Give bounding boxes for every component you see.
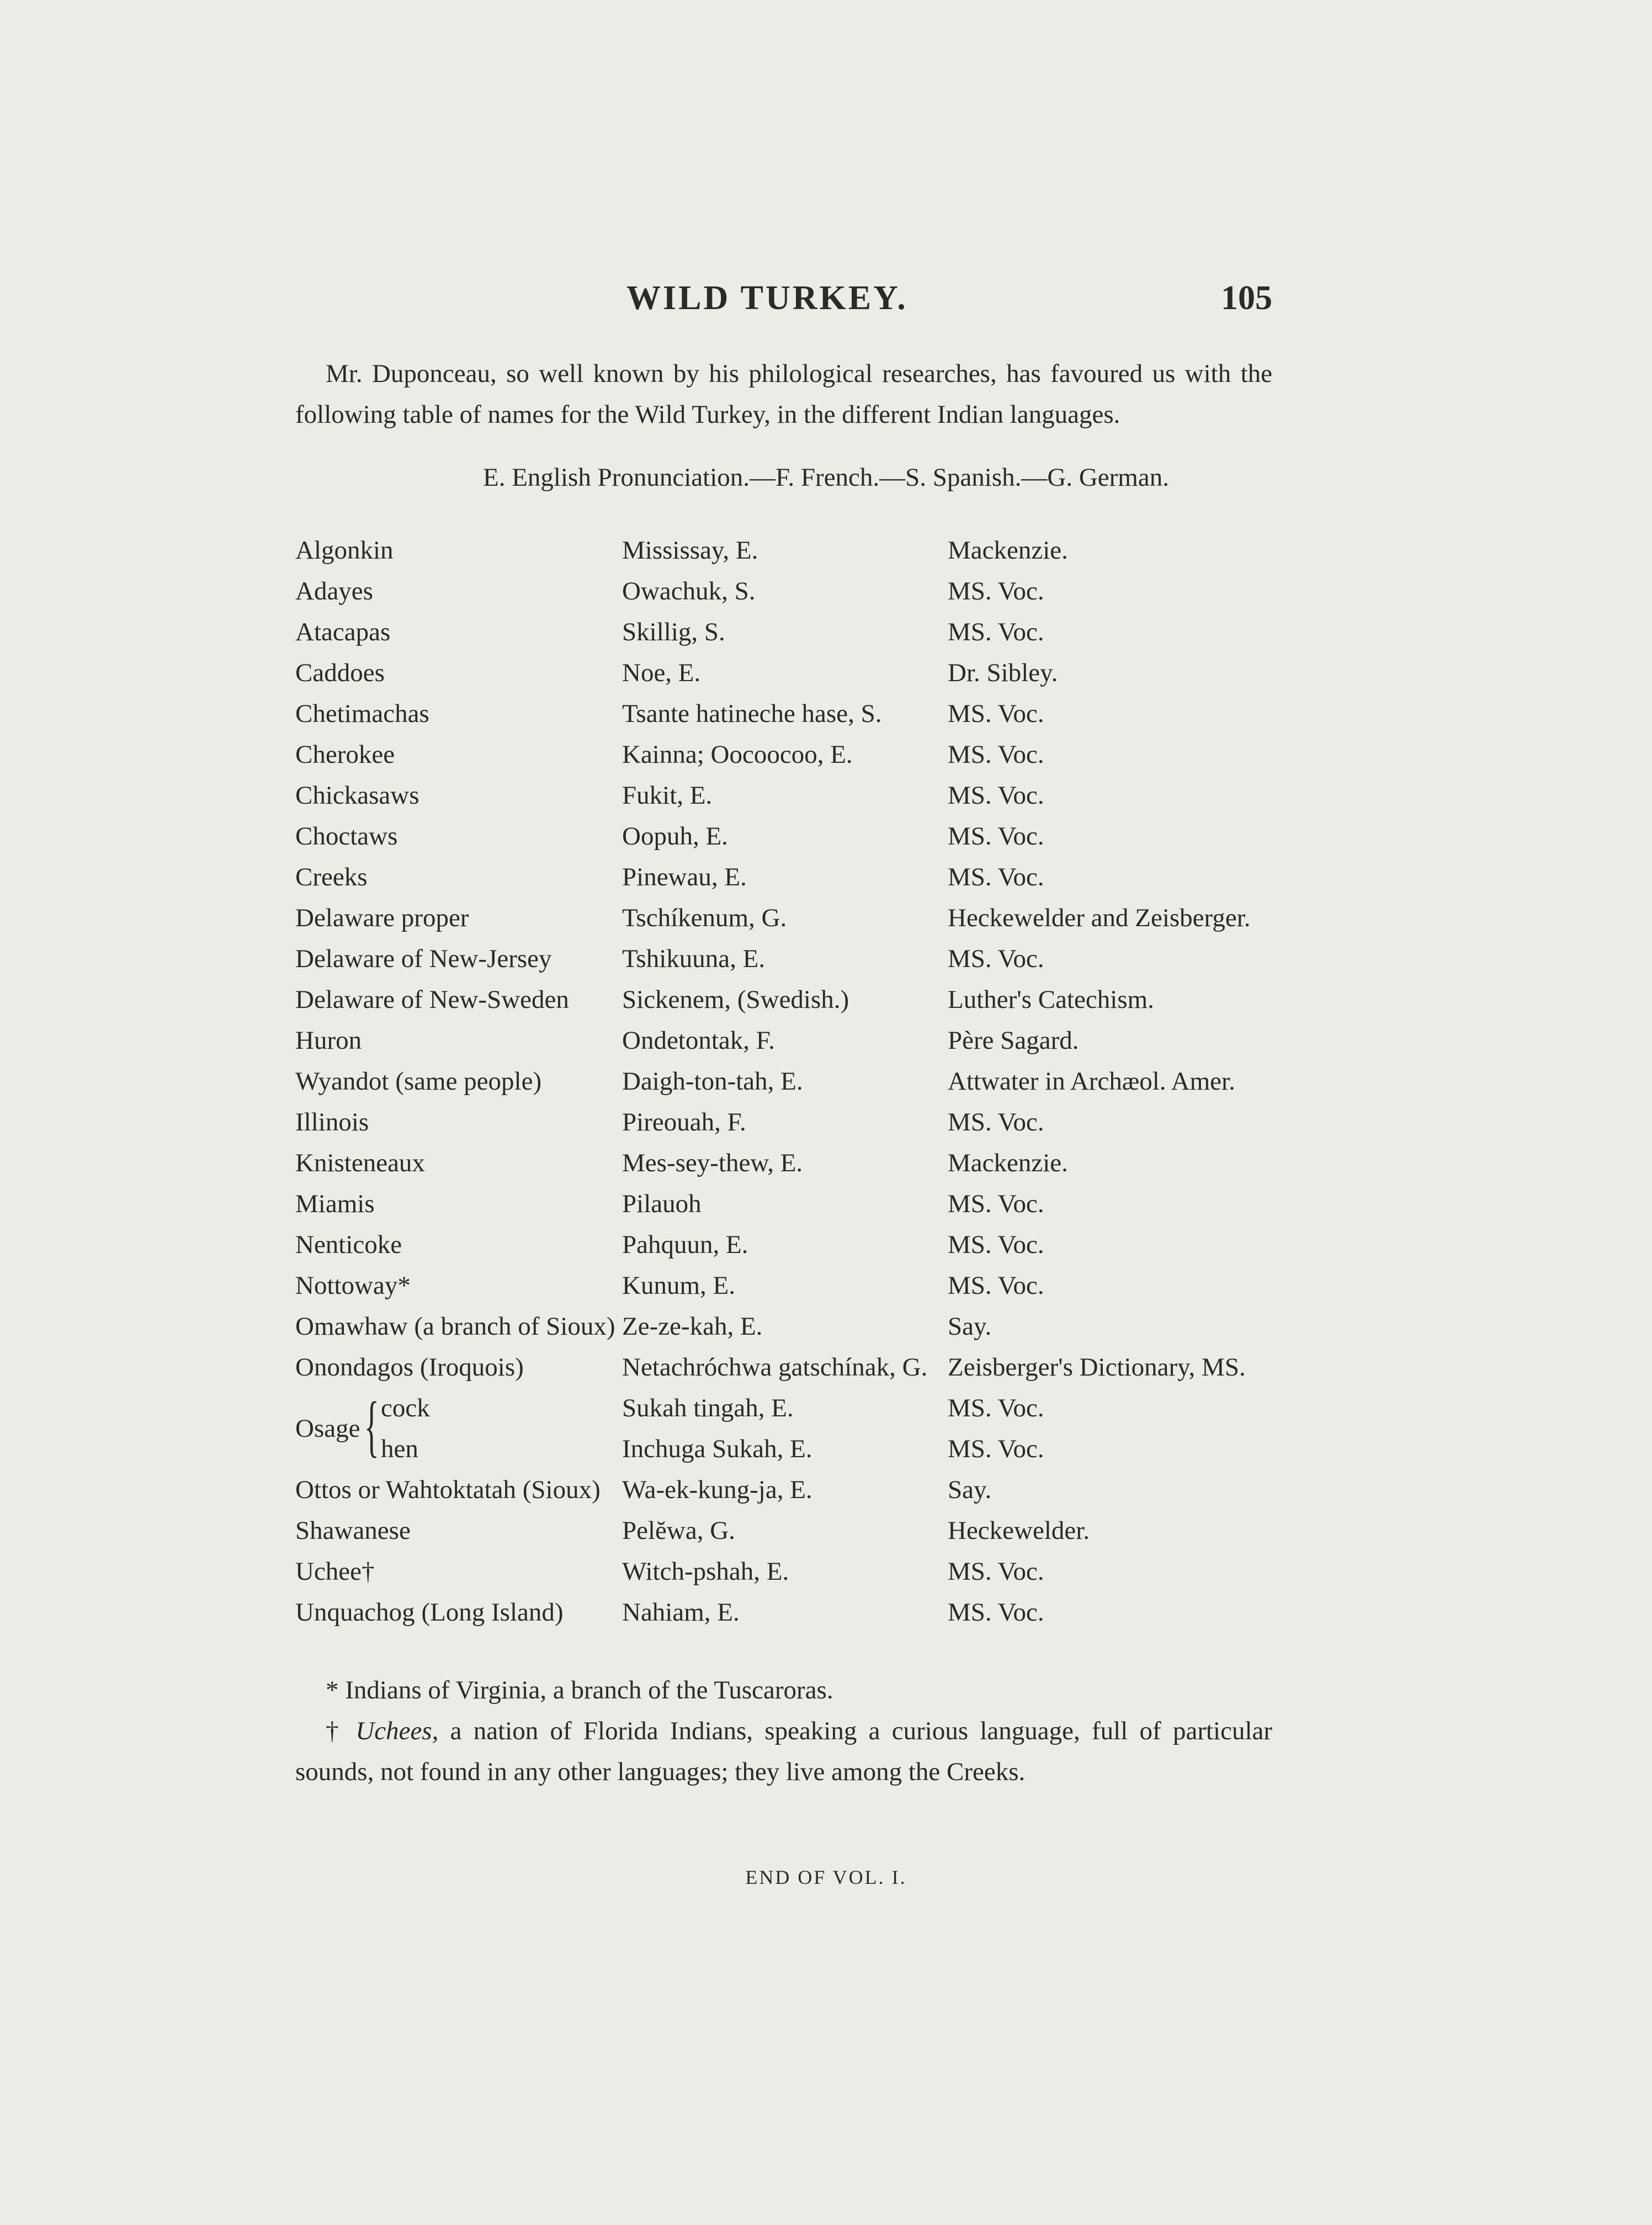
table-row xyxy=(295,1061,1272,1102)
nation-cell: Wyandot (same people) xyxy=(295,1067,542,1096)
page-number: 105 xyxy=(1221,279,1272,317)
nation-cell: Delaware proper xyxy=(295,904,469,932)
turkey-name-cell: Pireouah, F. xyxy=(622,1108,746,1137)
nation-cell: Illinois xyxy=(295,1108,369,1137)
authority-cell: Heckewelder. xyxy=(948,1516,1090,1545)
nation-cell: Uchee† xyxy=(295,1557,375,1586)
table-row xyxy=(295,1592,1272,1633)
turkey-name-cell: Sickenem, (Swedish.) xyxy=(622,985,849,1014)
table-row xyxy=(295,1183,1272,1224)
authority-cell: MS. Voc. xyxy=(948,1271,1044,1300)
turkey-name-cell: Mississay, E. xyxy=(622,536,758,565)
turkey-name-cell: Ondetontak, F. xyxy=(622,1026,775,1055)
end-of-volume: END OF VOL. I. xyxy=(745,1866,907,1888)
authority-cell: Attwater in Archæol. Amer. xyxy=(948,1067,1235,1096)
table-row xyxy=(295,1429,1272,1469)
table-row xyxy=(295,1510,1272,1551)
footnote-text: a nation of Florida Indians, speaking a curious language, full of particular sounds, not found in any other languages; they live among the Creeks. xyxy=(295,1717,1273,1786)
nation-cell: Unquachog (Long Island) xyxy=(295,1598,564,1627)
table-row xyxy=(295,1265,1272,1306)
turkey-name-cell: Sukah tingah, E. xyxy=(622,1394,794,1422)
footnotes xyxy=(295,1670,1272,1792)
turkey-name-cell: Pahquun, E. xyxy=(622,1230,748,1259)
turkey-name-cell: Ze-ze-kah, E. xyxy=(622,1312,763,1341)
turkey-name-cell: Mes-sey-thew, E. xyxy=(622,1149,803,1177)
running-header xyxy=(295,279,1272,323)
table-row xyxy=(295,693,1272,734)
nation-cell: Chetimachas xyxy=(295,699,429,728)
turkey-name-cell: Noe, E. xyxy=(622,659,701,687)
nation-cell: Miamis xyxy=(295,1190,375,1218)
nation-cell: Shawanese xyxy=(295,1516,411,1545)
turkey-name-cell: Inchuga Sukah, E. xyxy=(622,1435,812,1463)
authority-cell: MS. Voc. xyxy=(948,740,1044,769)
turkey-name-cell: Pilauoh xyxy=(622,1190,702,1218)
authority-cell: MS. Voc. xyxy=(948,699,1044,728)
turkey-name-cell: Oopuh, E. xyxy=(622,822,728,851)
nation-cell: Delaware of New-Sweden xyxy=(295,985,569,1014)
nation-cell: Choctaws xyxy=(295,822,398,851)
turkey-name-cell: Nahiam, E. xyxy=(622,1598,740,1627)
authority-cell: Dr. Sibley. xyxy=(948,659,1058,687)
authority-cell: MS. Voc. xyxy=(948,577,1044,606)
page-title: WILD TURKEY. xyxy=(626,279,908,317)
authority-cell: Mackenzie. xyxy=(948,1149,1068,1177)
turkey-name-cell: Owachuk, S. xyxy=(622,577,756,606)
osage-label: Osage xyxy=(295,1414,360,1443)
table-row xyxy=(295,652,1272,693)
authority-cell: Say. xyxy=(948,1475,992,1504)
nation-cell: hen xyxy=(381,1435,418,1463)
table-row xyxy=(295,734,1272,775)
authority-cell: MS. Voc. xyxy=(948,1557,1044,1586)
turkey-name-cell: Wa-ek-kung-ja, E. xyxy=(622,1475,812,1504)
table-row xyxy=(295,571,1272,612)
nation-cell: Knisteneaux xyxy=(295,1149,425,1177)
nation-cell: Adayes xyxy=(295,577,373,606)
turkey-name-cell: Pinewau, E. xyxy=(622,863,747,891)
authority-cell: MS. Voc. xyxy=(948,618,1044,646)
intro-paragraph: Mr. Duponceau, so well known by his philological researches, has favoured us with the following table of names for the Wild Turkey, in the different Indian languages. xyxy=(295,359,1272,429)
dagger-mark: † xyxy=(326,1717,344,1745)
table-row xyxy=(295,938,1272,979)
turkey-name-cell: Pelĕwa, G. xyxy=(622,1516,735,1545)
table-row xyxy=(295,1551,1272,1592)
authority-cell: MS. Voc. xyxy=(948,781,1044,810)
nation-cell: Onondagos (Iroquois) xyxy=(295,1353,524,1382)
brace-glyph: { xyxy=(364,1388,379,1464)
nation-cell: Caddoes xyxy=(295,659,385,687)
turkey-name-cell: Kunum, E. xyxy=(622,1271,735,1300)
table-row xyxy=(295,775,1272,816)
nation-cell: Nenticoke xyxy=(295,1230,402,1259)
abbreviation-legend: E. English Pronunciation.—F. French.—S. Spanish.—G. German. xyxy=(483,463,1169,492)
table-row xyxy=(295,1020,1272,1061)
nation-cell: Algonkin xyxy=(295,536,394,565)
table-row xyxy=(295,898,1272,938)
turkey-name-cell: Tschíkenum, G. xyxy=(622,904,787,932)
authority-cell: Say. xyxy=(948,1312,992,1341)
turkey-name-cell: Daigh-ton-tah, E. xyxy=(622,1067,803,1096)
table-row xyxy=(295,1347,1272,1388)
nation-cell: cock xyxy=(381,1394,430,1422)
nation-cell: Creeks xyxy=(295,863,368,891)
nation-cell: Omawhaw (a branch of Sioux) xyxy=(295,1312,615,1341)
authority-cell: Zeisberger's Dictionary, MS. xyxy=(948,1353,1246,1382)
authority-cell: MS. Voc. xyxy=(948,1598,1044,1627)
turkey-name-cell: Witch-pshah, E. xyxy=(622,1557,789,1586)
turkey-name-cell: Kainna; Oocoocoo, E. xyxy=(622,740,853,769)
turkey-name-cell: Netachróchwa gatschínak, G. xyxy=(622,1353,928,1382)
authority-cell: MS. Voc. xyxy=(948,822,1044,851)
authority-cell: Heckewelder and Zeisberger. xyxy=(948,904,1251,932)
table-row xyxy=(295,612,1272,652)
nation-cell: Cherokee xyxy=(295,740,395,769)
table-row xyxy=(295,816,1272,857)
names-table xyxy=(295,530,1272,1633)
turkey-name-cell: Skillig, S. xyxy=(622,618,725,646)
turkey-name-cell: Tshikuuna, E. xyxy=(622,944,766,973)
turkey-name-cell: Fukit, E. xyxy=(622,781,713,810)
authority-cell: MS. Voc. xyxy=(948,1190,1044,1218)
authority-cell: Mackenzie. xyxy=(948,536,1068,565)
nation-cell: Ottos or Wahtoktatah (Sioux) xyxy=(295,1475,601,1504)
authority-cell: MS. Voc. xyxy=(948,944,1044,973)
footnote-term: Uchees, xyxy=(355,1717,439,1745)
nation-cell: Delaware of New-Jersey xyxy=(295,944,552,973)
footnote-asterisk: * Indians of Virginia, a branch of the Tuscaroras. xyxy=(326,1676,833,1704)
authority-cell: MS. Voc. xyxy=(948,1230,1044,1259)
table-row xyxy=(295,1143,1272,1183)
table-row xyxy=(295,1306,1272,1347)
table-row xyxy=(295,1102,1272,1143)
table-row xyxy=(295,1224,1272,1265)
authority-cell: Luther's Catechism. xyxy=(948,985,1154,1014)
turkey-name-cell: Tsante hatineche hase, S. xyxy=(622,699,882,728)
table-row xyxy=(295,979,1272,1020)
authority-cell: MS. Voc. xyxy=(948,1108,1044,1137)
nation-cell: Huron xyxy=(295,1026,362,1055)
authority-cell: MS. Voc. xyxy=(948,1394,1044,1422)
nation-cell: Chickasaws xyxy=(295,781,419,810)
footnote-dagger xyxy=(295,1711,1272,1792)
table-row xyxy=(295,1469,1272,1510)
nation-cell: Atacapas xyxy=(295,618,391,646)
authority-cell: MS. Voc. xyxy=(948,1435,1044,1463)
authority-cell: Père Sagard. xyxy=(948,1026,1079,1055)
nation-cell: Nottoway* xyxy=(295,1271,411,1300)
table-row xyxy=(295,857,1272,898)
table-row xyxy=(295,530,1272,571)
authority-cell: MS. Voc. xyxy=(948,863,1044,891)
